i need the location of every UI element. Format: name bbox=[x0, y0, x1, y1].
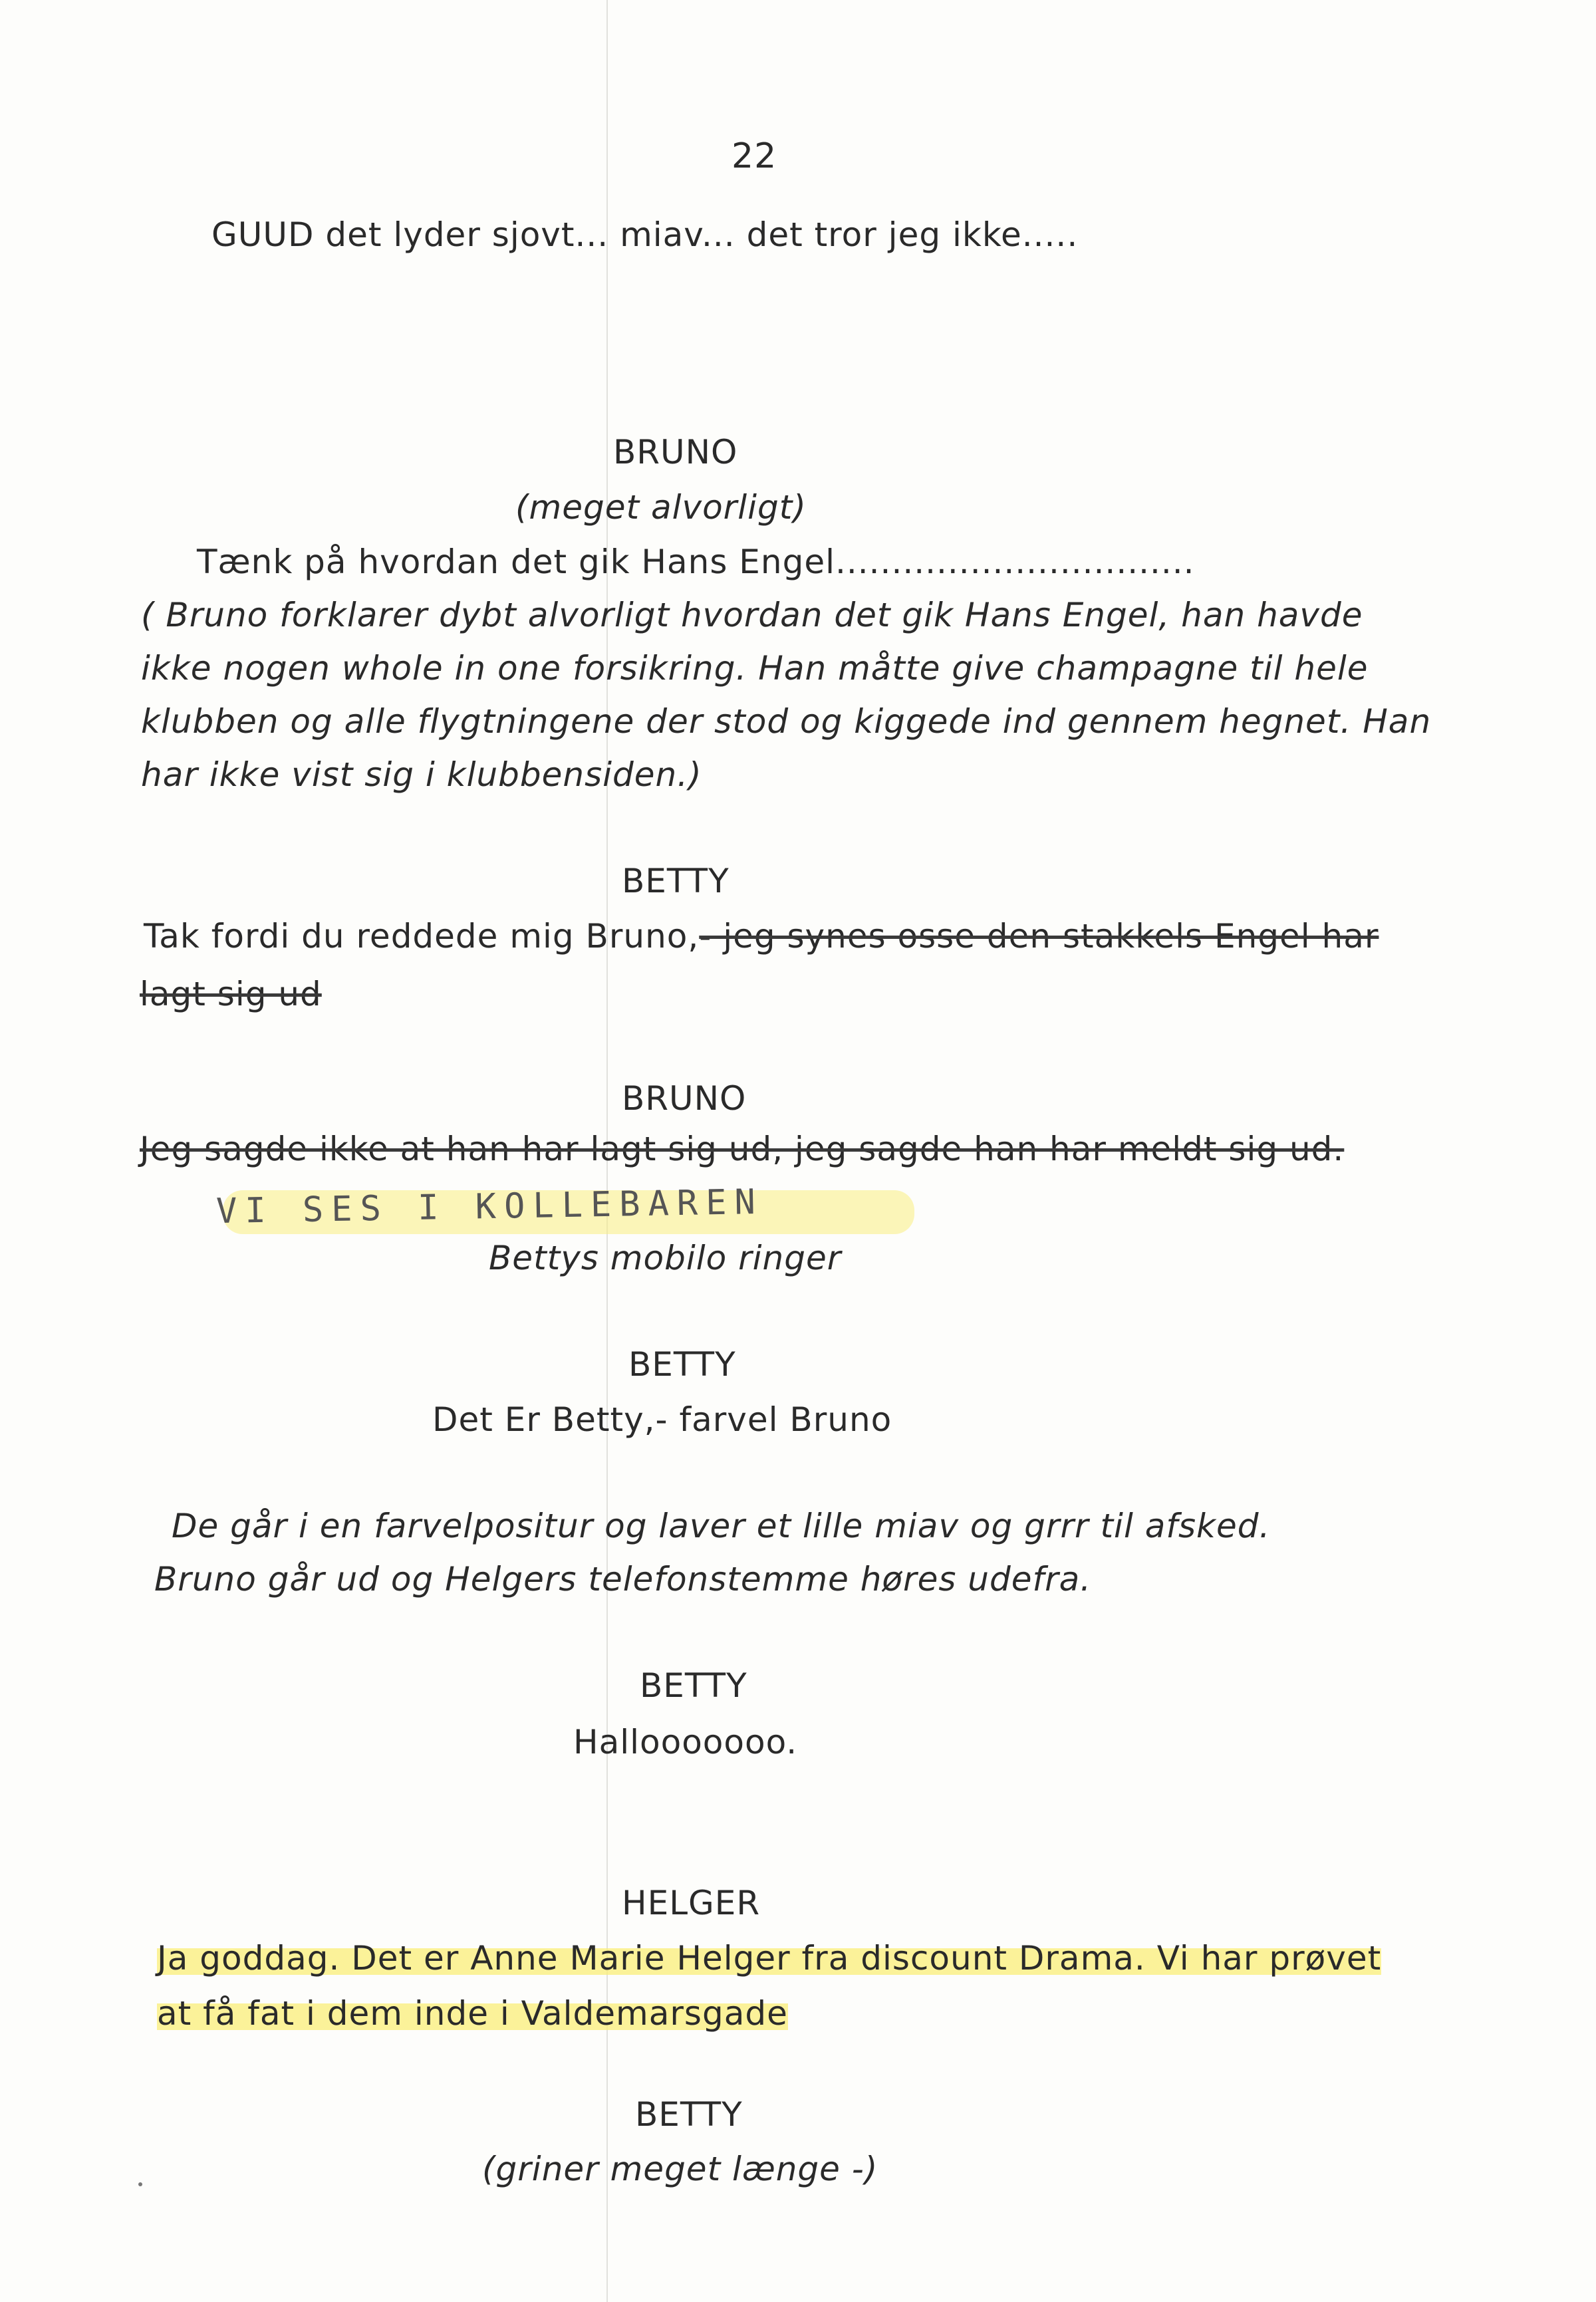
stage-direction: De går i en farvelpositur og laver et lille miav og grrr til afsked. bbox=[172, 1507, 1271, 1545]
struck-dialogue-line: Jeg sagde ikke at han har lagt sig ud, jeg sagde han har meldt sig ud. bbox=[140, 1130, 1345, 1168]
highlighted-dialogue-line: Ja goddag. Det er Anne Marie Helger fra discount Drama. Vi har prøvet bbox=[157, 1939, 1382, 1978]
character-name: BRUNO bbox=[622, 1079, 747, 1118]
character-name: HELGER bbox=[622, 1884, 761, 1922]
parenthetical: (meget alvorligt) bbox=[515, 488, 807, 527]
character-name: BRUNO bbox=[613, 433, 738, 471]
character-name: BETTY bbox=[622, 862, 730, 900]
stage-direction: ( Bruno forklarer dybt alvorligt hvordan det gik Hans Engel, han havde bbox=[141, 596, 1363, 634]
dialogue-line: Tænk på hvordan det gik Hans Engel................................ bbox=[197, 543, 1195, 581]
scan-speck bbox=[138, 2182, 142, 2186]
dialogue-line: Det Er Betty,- farvel Bruno bbox=[432, 1400, 892, 1439]
stage-direction: Bruno går ud og Helgers telefonstemme høres udefra. bbox=[154, 1560, 1092, 1599]
struck-text: - jeg synes osse den stakkels Engel har bbox=[699, 917, 1379, 956]
stage-direction: Bettys mobilo ringer bbox=[489, 1239, 842, 1277]
struck-dialogue-line: lagt sig ud bbox=[140, 975, 322, 1013]
character-name: BETTY bbox=[635, 2095, 743, 2134]
character-name: BETTY bbox=[628, 1345, 736, 1384]
page-number: 22 bbox=[732, 136, 777, 176]
dialogue-line: GUUD det lyder sjovt... miav... det tror jeg ikke..... bbox=[211, 215, 1079, 254]
character-name: BETTY bbox=[640, 1666, 747, 1705]
stage-direction: har ikke vist sig i klubbensiden.) bbox=[141, 755, 702, 794]
highlighted-dialogue-line: at få fat i dem inde i Valdemarsgade bbox=[157, 1994, 788, 2033]
dialogue-line: Hallooooooo. bbox=[573, 1723, 798, 1761]
dialogue-line bbox=[144, 916, 1379, 956]
handwritten-note: VI SES I KOLLEBAREN bbox=[215, 1182, 764, 1232]
dialogue-text: Tak fordi du reddede mig Bruno, bbox=[144, 917, 700, 956]
parenthetical: (griner meget længe -) bbox=[482, 2150, 878, 2188]
stage-direction: ikke nogen whole in one forsikring. Han måtte give champagne til hele bbox=[141, 649, 1369, 688]
stage-direction: klubben og alle flygtningene der stod og kiggede ind gennem hegnet. Han bbox=[141, 702, 1432, 741]
